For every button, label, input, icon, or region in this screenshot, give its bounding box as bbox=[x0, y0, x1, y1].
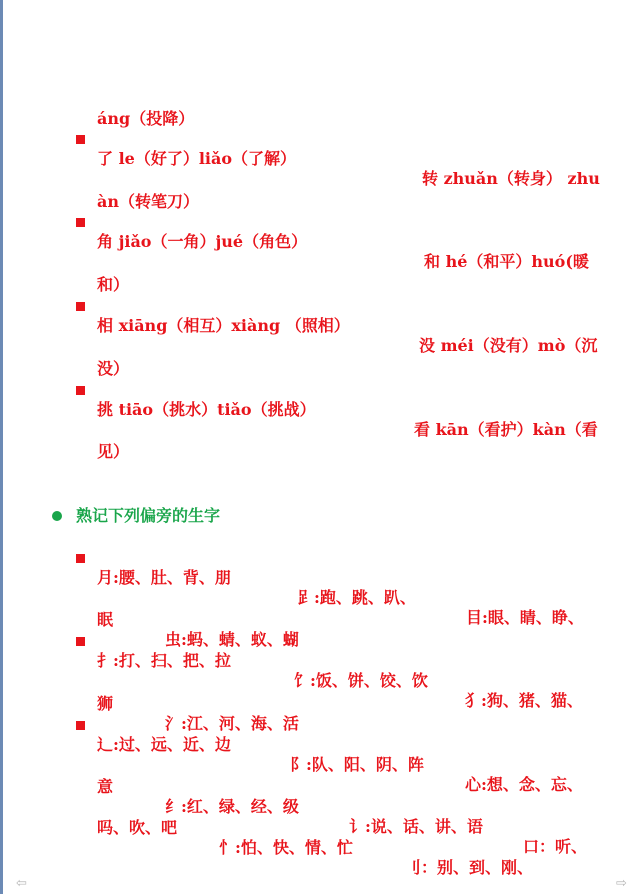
list-item-text: 和） bbox=[97, 275, 130, 294]
list-item-text: 𧾷:跑、跳、趴、 bbox=[298, 588, 416, 607]
list-item-text: 氵:江、河、海、活 bbox=[165, 714, 299, 733]
circle-bullet-icon bbox=[52, 511, 62, 521]
list-item-text: 忄:怕、快、情、忙 bbox=[219, 838, 353, 857]
list-item-text: áng（投降） bbox=[97, 109, 195, 128]
list-item-text: 见） bbox=[97, 442, 130, 461]
list-item-text: 心:想、念、忘、 bbox=[465, 775, 583, 794]
list-item-text: 扌:打、扫、把、拉 bbox=[97, 651, 231, 670]
list-item-text: 吗、吹、吧 bbox=[97, 818, 178, 837]
list-item-text: 虫:蚂、蜻、蚁、蝴 bbox=[165, 630, 299, 649]
list-item-text: 犭:狗、猪、猫、 bbox=[465, 691, 583, 710]
list-item-text: àn（转笔刀） bbox=[97, 192, 200, 211]
list-item-text: 目:眼、睛、睁、 bbox=[466, 608, 584, 627]
square-bullet-icon bbox=[76, 302, 85, 311]
list-item-text: 看 kān（看护）kàn（看 bbox=[414, 420, 598, 439]
section-heading: 熟记下列偏旁的生字 bbox=[76, 506, 221, 525]
list-item-text: 纟:红、绿、经、级 bbox=[165, 797, 299, 816]
list-item-text: 意 bbox=[97, 777, 114, 796]
list-item-text: 眠 bbox=[97, 610, 114, 629]
list-item-text: 没） bbox=[97, 359, 130, 378]
list-item-text: 月:腰、肚、背、朋 bbox=[97, 568, 231, 587]
square-bullet-icon bbox=[76, 721, 85, 730]
list-item-text: 饣:饭、饼、饺、饮 bbox=[294, 671, 428, 690]
list-item-text: 阝:队、阳、阴、阵 bbox=[290, 755, 424, 774]
list-item-text: 转 zhuǎn（转身） zhu bbox=[422, 169, 600, 188]
square-bullet-icon bbox=[76, 386, 85, 395]
list-item bbox=[0, 339, 130, 379]
list-item bbox=[0, 172, 200, 212]
list-item-text: 讠:说、话、讲、语 bbox=[349, 817, 483, 836]
list-item-text: 挑 tiāo（挑水）tiǎo（挑战） bbox=[97, 400, 316, 419]
list-item bbox=[0, 89, 195, 129]
list-item bbox=[0, 422, 130, 462]
list-item-text: 辶:过、远、近、边 bbox=[97, 735, 231, 754]
list-item-text: 和 hé（和平）huó(暖 bbox=[424, 252, 589, 271]
list-item-text: 没 méi（没有）mò（沉 bbox=[419, 336, 598, 355]
next-page-arrow-icon[interactable]: ⇨ bbox=[616, 876, 627, 891]
list-item-text: 狮 bbox=[97, 694, 114, 713]
list-item bbox=[0, 255, 130, 295]
list-item-text: 了 le（好了）liǎo（了解） bbox=[97, 149, 297, 168]
square-bullet-icon bbox=[76, 637, 85, 646]
square-bullet-icon bbox=[76, 554, 85, 563]
list-item-text: 角 jiǎo（一角）jué（角色） bbox=[97, 232, 308, 251]
list-item-text: 刂：别、到、刚、 bbox=[405, 858, 534, 877]
square-bullet-icon bbox=[76, 218, 85, 227]
prev-page-arrow-icon[interactable]: ⇦ bbox=[16, 876, 27, 891]
list-item-text: 口：听、 bbox=[523, 837, 588, 856]
list-item-text: 相 xiāng（相互）xiàng （照相） bbox=[97, 316, 350, 335]
square-bullet-icon bbox=[76, 135, 85, 144]
